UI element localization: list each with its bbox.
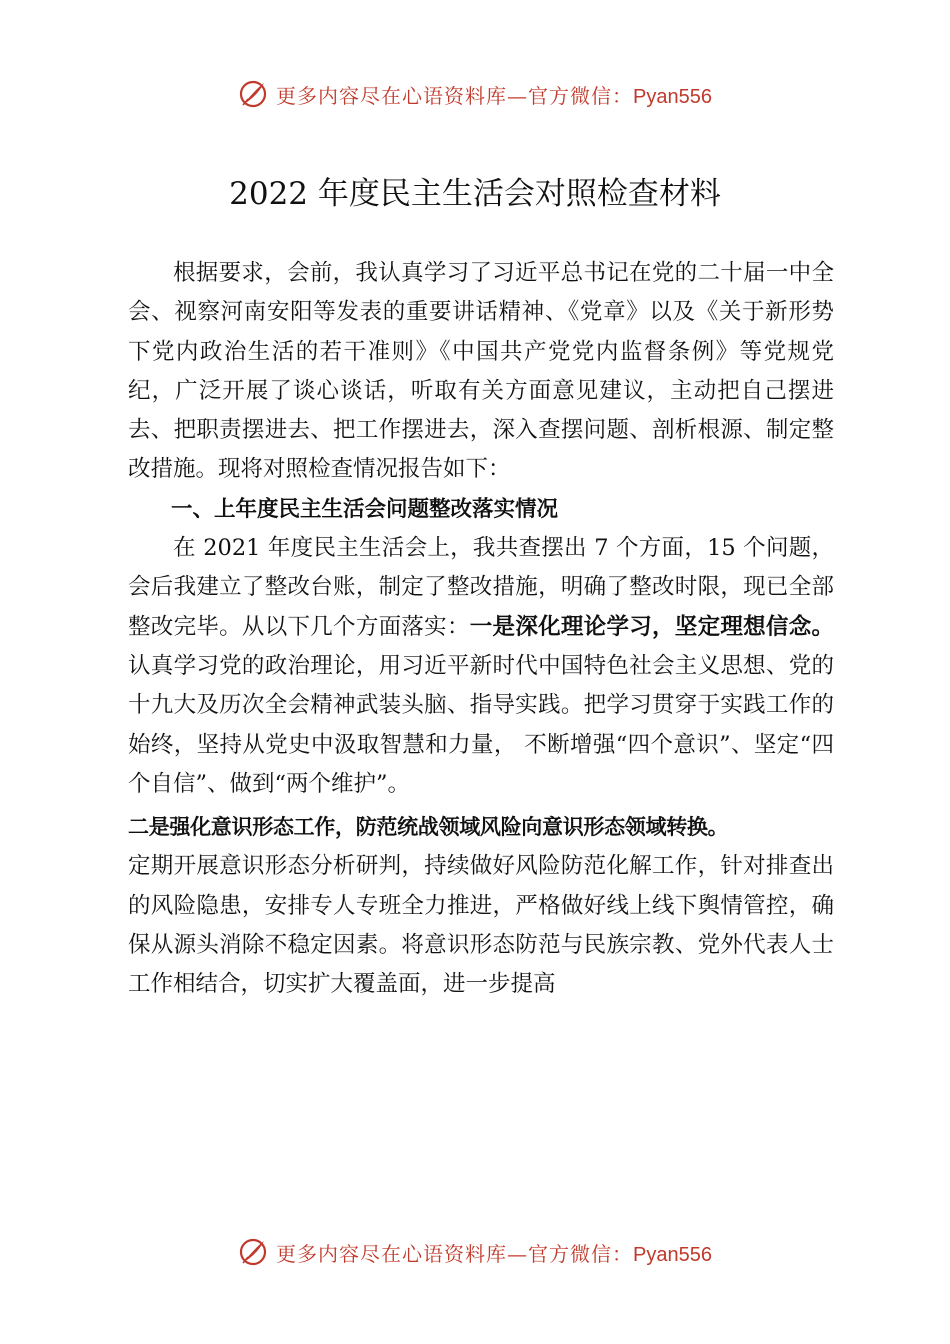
feather-pen-logo-icon: [238, 79, 268, 109]
intro-paragraph: 根据要求，会前，我认真学习了习近平总书记在党的二十届一中全会、视察河南安阳等发表的重要讲话精神、《党章》以及《关于新形势下党内政治生活的若干准则》《中国共产党党内监督条例》等党规党纪，广泛开展了谈心谈话，听取有关方面意见建议，主动把自己摆进去、把职责摆进去、把工作摆进去，深入查摆问题、剖析根源、制定整改措施。现将对照检查情况报告如下：: [128, 260, 834, 483]
feather-pen-logo-icon: [238, 1237, 268, 1267]
bold-lead-line: 二是强化意识形态工作，防范统战领域风险向意识形态领域转换。: [128, 815, 729, 840]
document-body: [128, 254, 834, 1005]
watermark-header: [0, 74, 950, 114]
document-title: 2022 年度民主生活会对照检查材料: [229, 176, 721, 212]
watermark-text: 更多内容尽在心语资料库—官方微信：Pyan556: [276, 83, 712, 108]
section-heading: 一、上年度民主生活会问题整改落实情况: [171, 496, 559, 522]
body-paragraph: [128, 529, 834, 804]
watermark-handle: Pyan556: [633, 85, 712, 108]
paragraph-text: 在 2021 年度民主生活会上，我共查摆出 7 个方面，15 个问题，会后我建立了整改台账，制定了整改措施，明确了整改时限，现已全部整改完毕。从以下几个方面落实：: [128, 535, 834, 640]
watermark-text: 更多内容尽在心语资料库—官方微信：Pyan556: [276, 1241, 712, 1266]
body-paragraph: 定期开展意识形态分析研判，持续做好风险防范化解工作，针对排查出的风险隐患，安排专人专班全力推进，严格做好线上线下舆情管控，确保从源头消除不稳定因素。将意识形态防范与民族宗教、党外代表人士工作相结合，切实扩大覆盖面，进一步提高: [128, 853, 834, 998]
bold-lead: 一是深化理论学习，坚定理想信念。: [469, 613, 834, 640]
watermark-footer: [0, 1232, 950, 1272]
watermark-handle: Pyan556: [633, 1243, 712, 1266]
paragraph-text: 认真学习党的政治理论，用习近平新时代中国特色社会主义思想、党的十九大及历次全会精神武装头脑、指导实践。把学习贯穿于实践工作的始终，坚持从党史中汲取智慧和力量， 不断增强“四个意识”、坚定“四个自信”、做到“两个维护”。: [128, 652, 834, 797]
